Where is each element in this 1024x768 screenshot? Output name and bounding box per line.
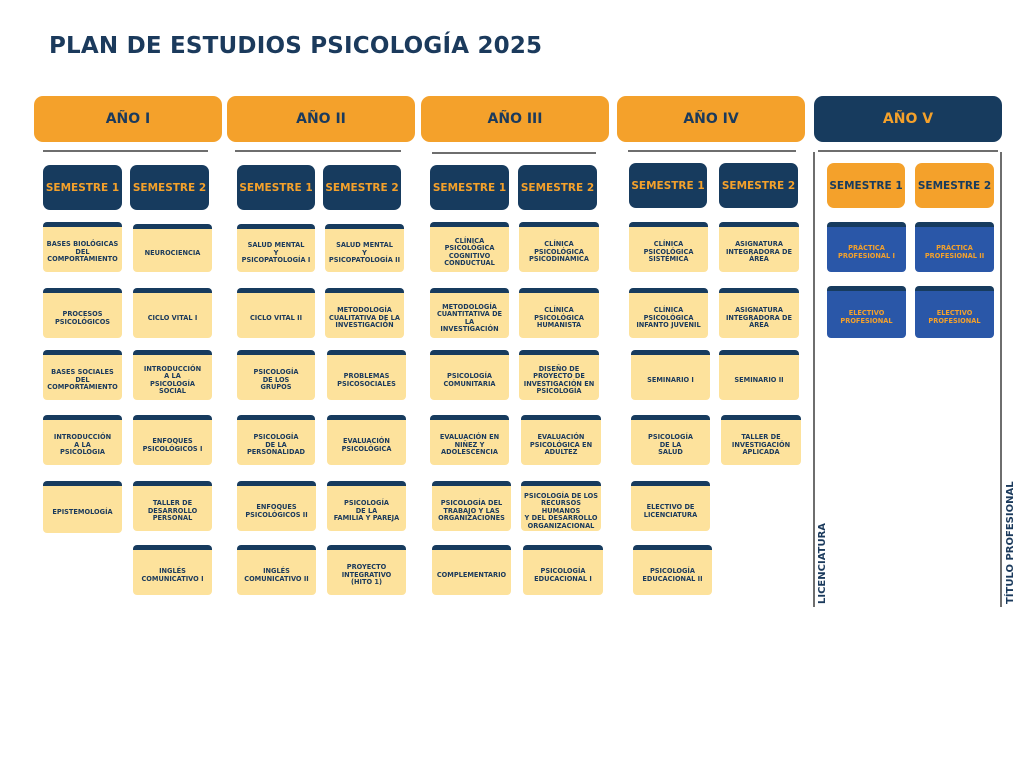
page-title: PLAN DE ESTUDIOS PSICOLOGÍA 2025	[49, 33, 543, 59]
course-card: EPISTEMOLOGÍA	[43, 481, 122, 533]
semester-label: SEMESTRE 2	[323, 165, 401, 210]
semester-label: SEMESTRE 2	[518, 165, 597, 210]
course-card: ASIGNATURA INTEGRADORA DE ÁREA	[719, 222, 799, 272]
course-card: TALLER DE INVESTIGACIÓN APLICADA	[721, 415, 801, 465]
course-card: CLÍNICA PSICOLÓGICA HUMANISTA	[519, 288, 599, 338]
course-card: ASIGNATURA INTEGRADORA DE ÁREA	[719, 288, 799, 338]
course-card: BASES SOCIALES DEL COMPORTAMIENTO	[43, 350, 122, 400]
divider-line	[432, 152, 596, 154]
course-card: ELECTIVO DE LICENCIATURA	[631, 481, 710, 531]
licenciatura-label: LICENCIATURA	[817, 522, 828, 604]
semester-label: SEMESTRE 2	[130, 165, 209, 210]
course-card: PSICOLOGÍA DEL TRABAJO Y LAS ORGANIZACIONES	[432, 481, 511, 531]
semester-label: SEMESTRE 2	[719, 163, 798, 208]
course-card: SEMINARIO II	[719, 350, 799, 400]
divider-line	[628, 150, 796, 152]
course-card: PROBLEMAS PSICOSOCIALES	[327, 350, 406, 400]
course-card: ELECTIVO PROFESIONAL	[827, 286, 906, 338]
licenciatura-line	[813, 152, 815, 607]
course-card: EVALUACIÓN EN NIÑEZ Y ADOLESCENCIA	[430, 415, 509, 465]
semester-label: SEMESTRE 1	[827, 163, 905, 208]
course-card: TALLER DE DESARROLLO PERSONAL	[133, 481, 212, 531]
course-card: PRÁCTICA PROFESIONAL II	[915, 222, 994, 272]
year-header-1: AÑO I	[34, 96, 222, 142]
course-card: PSICOLOGÍA EDUCACIONAL II	[633, 545, 712, 595]
course-card: DISEÑO DE PROYECTO DE INVESTIGACIÓN EN PSICOLOGÍA	[519, 350, 599, 400]
course-card: INGLÉS COMUNICATIVO II	[237, 545, 316, 595]
divider-line	[818, 150, 998, 152]
course-card: INTRODUCCIÓN A LA PSICOLOGIA	[43, 415, 122, 465]
course-card: PROCESOS PSICOLÓGICOS	[43, 288, 122, 338]
year-header-4: AÑO IV	[617, 96, 805, 142]
course-card: CLÍNICA PSICOLÓGICA COGNITIVO CONDUCTUAL	[430, 222, 509, 272]
course-card: CICLO VITAL I	[133, 288, 212, 338]
semester-label: SEMESTRE 2	[915, 163, 994, 208]
course-card: PSICOLOGÍA DE LOS GRUPOS	[237, 350, 315, 400]
course-card: METODOLOGÍA CUANTITATIVA DE LA INVESTIGACIÓN	[430, 288, 509, 338]
course-card: PROYECTO INTEGRATIVO (HITO 1)	[327, 545, 406, 595]
course-card: PRÁCTICA PROFESIONAL I	[827, 222, 906, 272]
course-card: SEMINARIO I	[631, 350, 710, 400]
course-card: CICLO VITAL II	[237, 288, 315, 338]
semester-label: SEMESTRE 1	[430, 165, 509, 210]
year-header-2: AÑO II	[227, 96, 415, 142]
course-card: BASES BIOLÓGICAS DEL COMPORTAMIENTO	[43, 222, 122, 272]
course-card: PSICOLOGÍA DE LOS RECURSOS HUMANOS Y DEL DESARROLLO ORGANIZACIONAL	[521, 481, 601, 531]
year-header-3: AÑO III	[421, 96, 609, 142]
course-card: EVALUACIÓN PSICOLÓGICA EN ADULTEZ	[521, 415, 601, 465]
semester-label: SEMESTRE 1	[43, 165, 122, 210]
course-card: INTRODUCCIÓN A LA PSICOLOGÍA SOCIAL	[133, 350, 212, 400]
course-card: INGLÉS COMUNICATIVO I	[133, 545, 212, 595]
semester-label: SEMESTRE 1	[629, 163, 707, 208]
titulo-profesional-label: TÍTULO PROFESIONAL	[1005, 481, 1016, 604]
course-card: METODOLOGÍA CUALITATIVA DE LA INVESTIGACIÓN	[325, 288, 404, 338]
course-card: PSICOLOGÍA DE LA PERSONALIDAD	[237, 415, 315, 465]
semester-label: SEMESTRE 1	[237, 165, 315, 210]
divider-line	[43, 150, 208, 152]
course-card: SALUD MENTAL Y PSICOPATOLOGÍA II	[325, 224, 404, 272]
course-card: CLÍNICA PSICOLÓGICA SISTÉMICA	[629, 222, 708, 272]
course-card: ENFOQUES PSICOLÓGICOS I	[133, 415, 212, 465]
course-card: ELECTIVO PROFESIONAL	[915, 286, 994, 338]
divider-line	[235, 150, 401, 152]
course-card: SALUD MENTAL Y PSICOPATOLOGÍA I	[237, 224, 315, 272]
course-card: PSICOLOGÍA EDUCACIONAL I	[523, 545, 603, 595]
course-card: EVALUACIÓN PSICOLÓGICA	[327, 415, 406, 465]
course-card: CLÍNICA PSICOLÓGICA INFANTO JUVENIL	[629, 288, 708, 338]
course-card: PSICOLOGÍA COMUNITARIA	[430, 350, 509, 400]
titulo-line	[1000, 152, 1002, 607]
course-card: ENFOQUES PSICOLÓGICOS II	[237, 481, 316, 531]
course-card: PSICOLOGÍA DE LA FAMILIA Y PAREJA	[327, 481, 406, 531]
course-card: COMPLEMENTARIO	[432, 545, 511, 595]
course-card: NEUROCIENCIA	[133, 224, 212, 272]
year-header-5: AÑO V	[814, 96, 1002, 142]
course-card: PSICOLOGÍA DE LA SALUD	[631, 415, 710, 465]
course-card: CLÍNICA PSICOLÓGICA PSICODINÁMICA	[519, 222, 599, 272]
